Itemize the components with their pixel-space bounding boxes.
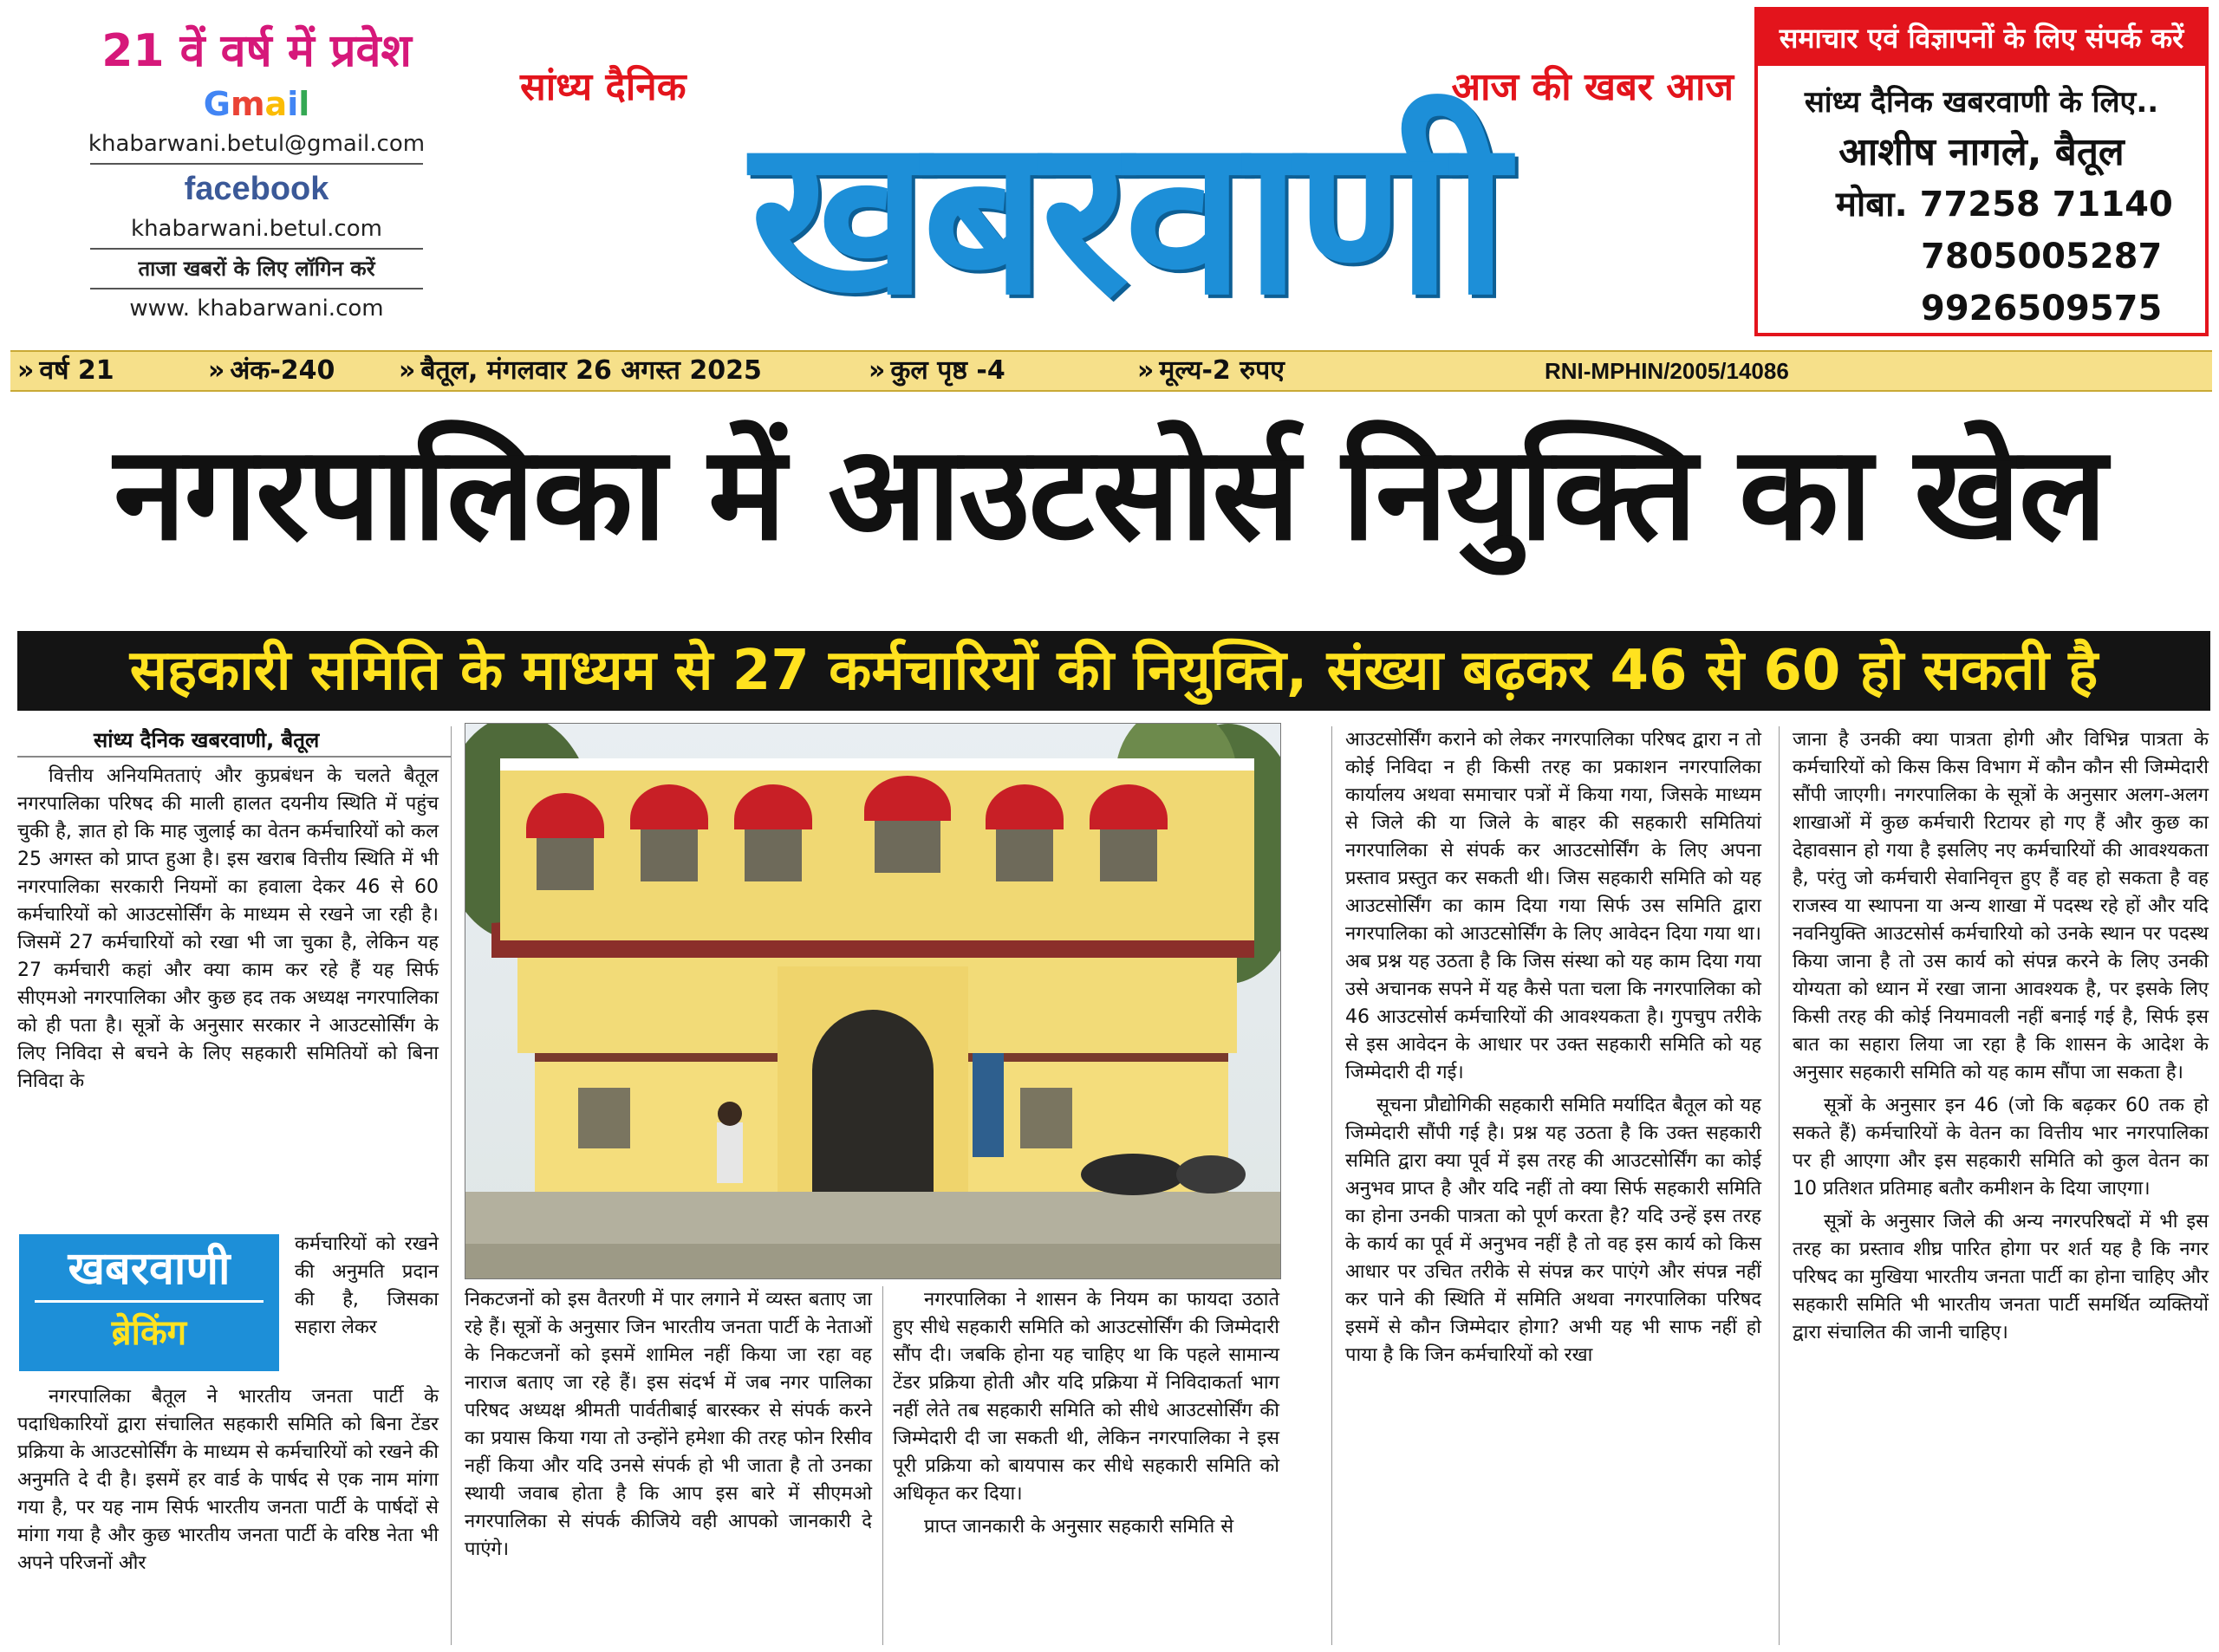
double-chevron-icon: » xyxy=(869,355,886,386)
info-price xyxy=(1137,352,1285,390)
byline: सांध्य दैनिक खबरवाणी, बैतूल xyxy=(94,728,320,752)
issue-info-strip xyxy=(10,350,2212,392)
masthead-title xyxy=(520,9,1734,342)
article-column-1a xyxy=(17,763,439,1101)
double-chevron-icon: » xyxy=(17,355,35,386)
column-rule xyxy=(882,1286,883,1645)
year-text: वर्ष 21 xyxy=(39,355,114,386)
paragraph: निकटजनों को इस वैतरणी में पार लगाने में व्यस्त बताए जा रहे हैं। सूत्रों के अनुसार जिन भारतीय जनता पार्टी के नेताओं के निकटजनों को इसमें शामिल नहीं किया जा रहा वह नाराज बताए जा रहे हैं। इस संदर्भ में जब नगर पालिका परिषद अध्यक्ष श्रीमती पार्वतीबाई बारस्कर से संपर्क करने का प्रयास किया गया तो उन्होंने हमेशा की तरह फोन रिसीव नहीं किया और यदि उनसे संपर्क हो भी जाता है तो उनका स्थायी जवाब होता है कि आप इस बारे में सीएमओ नगरपालिका से संपर्क कीजिये वही आपको जानकारी दे पाएंगे। xyxy=(465,1289,872,1560)
divider xyxy=(35,1300,264,1303)
info-issue xyxy=(208,352,335,390)
paragraph: नगरपालिका बैतूल ने भारतीय जनता पार्टी के पदाधिकारियों द्वारा संचालित सहकारी समिति को बिना टेंडर प्रक्रिया के आउटसोर्सिंग के माध्यम से कर्मचारियों को रखने की अनुमति दे दी है। इसमें हर वार्ड के पार्षद से एक नाम मांगा गया है, पर यह नाम सिर्फ भारतीय जनता पार्टी के पार्षदों से मांगा गया है और कुछ भारतीय जनता पार्टी के वरिष्ठ नेता भी अपने परिजनों और xyxy=(17,1386,439,1574)
double-chevron-icon: » xyxy=(1137,355,1155,386)
column-rule xyxy=(451,726,452,1645)
article-column-1c xyxy=(17,1383,439,1583)
subheadline: सहकारी समिति के माध्यम से 27 कर्मचारियों की नियुक्ति, संख्या बढ़कर 46 से 60 हो सकती है xyxy=(129,639,2099,703)
login-prompt: ताजा खबरों के लिए लॉगिन करें xyxy=(138,257,375,281)
article-column-3 xyxy=(893,1286,1279,1546)
contact-phone-2: 7805005287 xyxy=(1921,237,2163,276)
paragraph: आउटसोर्सिंग कराने को लेकर नगरपालिका परिषद द्वारा न तो कोई निविदा न ही किसी तरह का प्रकाशन नगरपालिका कार्यालय अथवा समाचार पत्रों में किया गया, जिसके माध्यम से जिले की या जिले के बाहर की सहकारी समितियां नगरपालिका से संपर्क कर आउटसोर्सिंग के लिए अपना प्रस्ताव प्रस्तुत कर सकती थी। जिस सहकारी समिति को यह आउटसोर्सिंग का काम दिया गया सिर्फ उस समिति द्वारा नगरपालिका को आउटसोर्सिंग के लिए आवेदन दिया गया था। अब प्रश्न यह उठता है कि जिस संस्था को यह काम दिया गया उसे अचानक सपने में यह कैसे पता चला कि नगरपालिका को 46 आउटसोर्स कर्मचारियों की आवश्यकता है। गुपचुप तरीके से इस आवेदन के आधार पर उक्त सहकारी समिति को यह जिम्मेदारी दी गई। xyxy=(1345,729,1761,1083)
article-column-2 xyxy=(465,1286,872,1569)
facebook-logo: facebook xyxy=(184,171,329,207)
gmail-logo: Gmail xyxy=(203,85,310,123)
building-illustration xyxy=(465,724,1280,1278)
contact-phone-3: 9926509575 xyxy=(1921,289,2163,328)
facebook-handle[interactable]: khabarwani.betul.com xyxy=(131,216,382,242)
paragraph: कर्मचारियों को रखने की अनुमति प्रदान की है, जिसका सहारा लेकर xyxy=(295,1233,439,1338)
paragraph: जाना है उनकी क्या पात्रता होगी और विभिन्न पात्रता के कर्मचारियों को किस किस विभाग में कौन कौन सी जिम्मेदारी सौंपी जाएगी। नगरपालिका के सूत्रों के अनुसार अलग-अलग शाखाओं में कुछ कर्मचारी रिटायर हो गए हैं और कुछ का देहावसान हो गया है इसलिए नए कर्मचारियों की आवश्यकता है, परंतु जो कर्मचारी सेवानिवृत्त हुए हैं वह हो सकता है वह राजस्व या स्थापना या अन्य शाखा में पदस्थ रहे हों और यदि नवनियुक्ति आउटसोर्स कर्मचारियो को उनके स्थान पर पदस्थ किया जाना है तो उस कार्य को संपन्न करने के लिए उनकी योग्यता को ध्यान में रखा जाना आवश्यक है, पर इसके लिए किसी तरह की कोई नियमावली नहीं बनाई गई है, सिर्फ इस बात का सहारा लिया जा रहा है कि शासन के आदेश के अनुसार सहकारी समिति को यह काम सौंपा जा सकता है। xyxy=(1793,729,2209,1083)
main-headline: नगरपालिका में आउटसोर्स नियुक्ति का खेल xyxy=(114,419,2105,569)
divider xyxy=(90,248,423,250)
contact-for: सांध्य दैनिक खबरवाणी के लिए.. xyxy=(1804,85,2159,120)
contact-box xyxy=(1754,7,2209,336)
paragraph: वित्तीय अनियमितताएं और कुप्रबंधन के चलते बैतूल नगरपालिका परिषद की माली हालत दयनीय स्थिति में पहुंच चुकी है, ज्ञात हो कि माह जुलाई का वेतन कर्मचारियों को कल 25 अगस्त को प्राप्त हुआ है। इस खराब वित्तीय स्थिति में भी नगरपालिका सरकारी नियमों का हवाला देकर 46 से 60 कर्मचारियों को आउटसोर्सिंग के माध्यम से रखने जा रही है। जिसमें 27 कर्मचारियों को रखा भी जा चुका है, लेकिन यह 27 कर्मचारी कहां और क्या काम कर रहे हैं यह सिर्फ सीएमओ नगरपालिका और कुछ हद तक अध्यक्ष नगरपालिका को ही पता है। सूत्रों के अनुसार सरकार ने आउटसोर्सिंग के लिए निविदा से बचने के लिए सहकारी समितियों को बिना निविदा के xyxy=(17,765,439,1092)
paragraph: सूत्रों के अनुसार जिले की अन्य नगरपरिषदों में भी इस तरह का प्रस्ताव शीघ्र पारित होगा पर शर्त यह है कि नगर परिषद का मुखिया भारतीय जनता पार्टी का होना चाहिए और सहकारी समिति भी भारतीय जनता पार्टी समर्थित व्यक्तियों द्वारा संचालित की जानी चाहिए। xyxy=(1793,1211,2209,1343)
double-chevron-icon: » xyxy=(399,355,416,386)
breaking-badge-name: खबरवाणी xyxy=(68,1243,231,1295)
article-column-5 xyxy=(1793,726,2209,1352)
divider xyxy=(17,756,451,758)
column-rule xyxy=(1331,726,1332,1645)
contact-header: समाचार एवं विज्ञापनों के लिए संपर्क करें xyxy=(1758,10,2205,66)
divider xyxy=(90,288,423,289)
column-rule xyxy=(1779,726,1780,1645)
pages-text: कुल पृष्ठ -4 xyxy=(890,355,1005,386)
article-column-1b xyxy=(295,1231,439,1347)
double-chevron-icon: » xyxy=(208,355,225,386)
paragraph: सूचना प्रौद्योगिकी सहकारी समिति मर्यादित बैतूल को यह जिम्मेदारी सौंपी गई है। प्रश्न यह उठता है कि उक्त सहकारी समिति द्वारा क्या पूर्व में इस तरह की आउटसोर्सिंग का कोई अनुभव प्राप्त है और यदि नहीं तो क्या सिर्फ सहकारी समिति का होना उनकी पात्रता को पूर्ण करता है? यदि उन्हें इस तरह के कार्य का पूर्व में अनुभव नहीं है तो वह इस कार्य को किस आधार पर उचित तरीके से संपन्न कर पाएंगे और संपन्न नहीं कर पाने की स्थिति में समिति अथवा नगरपालिका परिषद इसमें से कौन जिम्मेदार होगा? अभी यह भी साफ नहीं हो पाया है कि जिन कर्मचारियों को रखा xyxy=(1345,1095,1761,1366)
issue-text: अंक-240 xyxy=(230,355,335,386)
breaking-badge-label: ब्रेकिंग xyxy=(111,1313,187,1353)
anniversary-label: 21 वें वर्ष में प्रवेश xyxy=(101,25,412,77)
rni-number: RNI-MPHIN/2005/14086 xyxy=(1545,358,1789,384)
info-year xyxy=(17,352,114,390)
info-date xyxy=(399,352,762,390)
contact-phone-1: मोबा. 77258 71140 xyxy=(1836,185,2173,224)
website-link[interactable]: www. khabarwani.com xyxy=(129,296,384,322)
price-text: मूल्य-2 रुपए xyxy=(1159,355,1285,386)
paragraph: नगरपालिका ने शासन के नियम का फायदा उठाते हुए सीधे सहकारी समिति को आउटसोर्सिंग की जिम्मेदारी सौंप दी। जबकि होना यह चाहिए था कि पहले सामान्य टेंडर प्रक्रिया होती और यदि प्रक्रिया में निविदाकर्ता भाग नहीं लेते तब सहकारी समिति को सीधे आउटसोर्सिंग की जिम्मेदारी दी जा सकती थी, लेकिन नगरपालिका ने इस पूरी प्रक्रिया को बायपास कर सीधे सहकारी समिति को अधिकृत कर दिया। xyxy=(893,1289,1279,1505)
newspaper-name: खबरवाणी xyxy=(750,90,1504,342)
edition-label: सांध्य दैनिक xyxy=(520,65,687,109)
article-column-4 xyxy=(1345,726,1761,1375)
paragraph: प्राप्त जानकारी के अनुसार सहकारी समिति से xyxy=(924,1516,1234,1538)
date-text: बैतूल, मंगलवार 26 अगस्त 2025 xyxy=(420,355,762,386)
email-address[interactable]: khabarwani.betul@gmail.com xyxy=(88,131,426,157)
municipality-building-photo xyxy=(465,723,1281,1279)
tagline: आज की खबर आज xyxy=(1451,65,1734,109)
paragraph: सूत्रों के अनुसार इन 46 (जो कि बढ़कर 60 तक हो सकते हैं) कर्मचारियों के वेतन का वित्तीय भार नगरपालिका पर ही आएगा और इस सहकारी समिति को कुल वेतन का 10 प्रतिशत प्रतिमाह बतौर कमीशन के दिया जाएगा। xyxy=(1793,1095,2209,1200)
divider xyxy=(90,163,423,165)
contact-name: आशीष नागले, बैतूल xyxy=(1838,130,2125,174)
info-pages xyxy=(869,352,1005,390)
masthead-left-info xyxy=(83,12,430,333)
